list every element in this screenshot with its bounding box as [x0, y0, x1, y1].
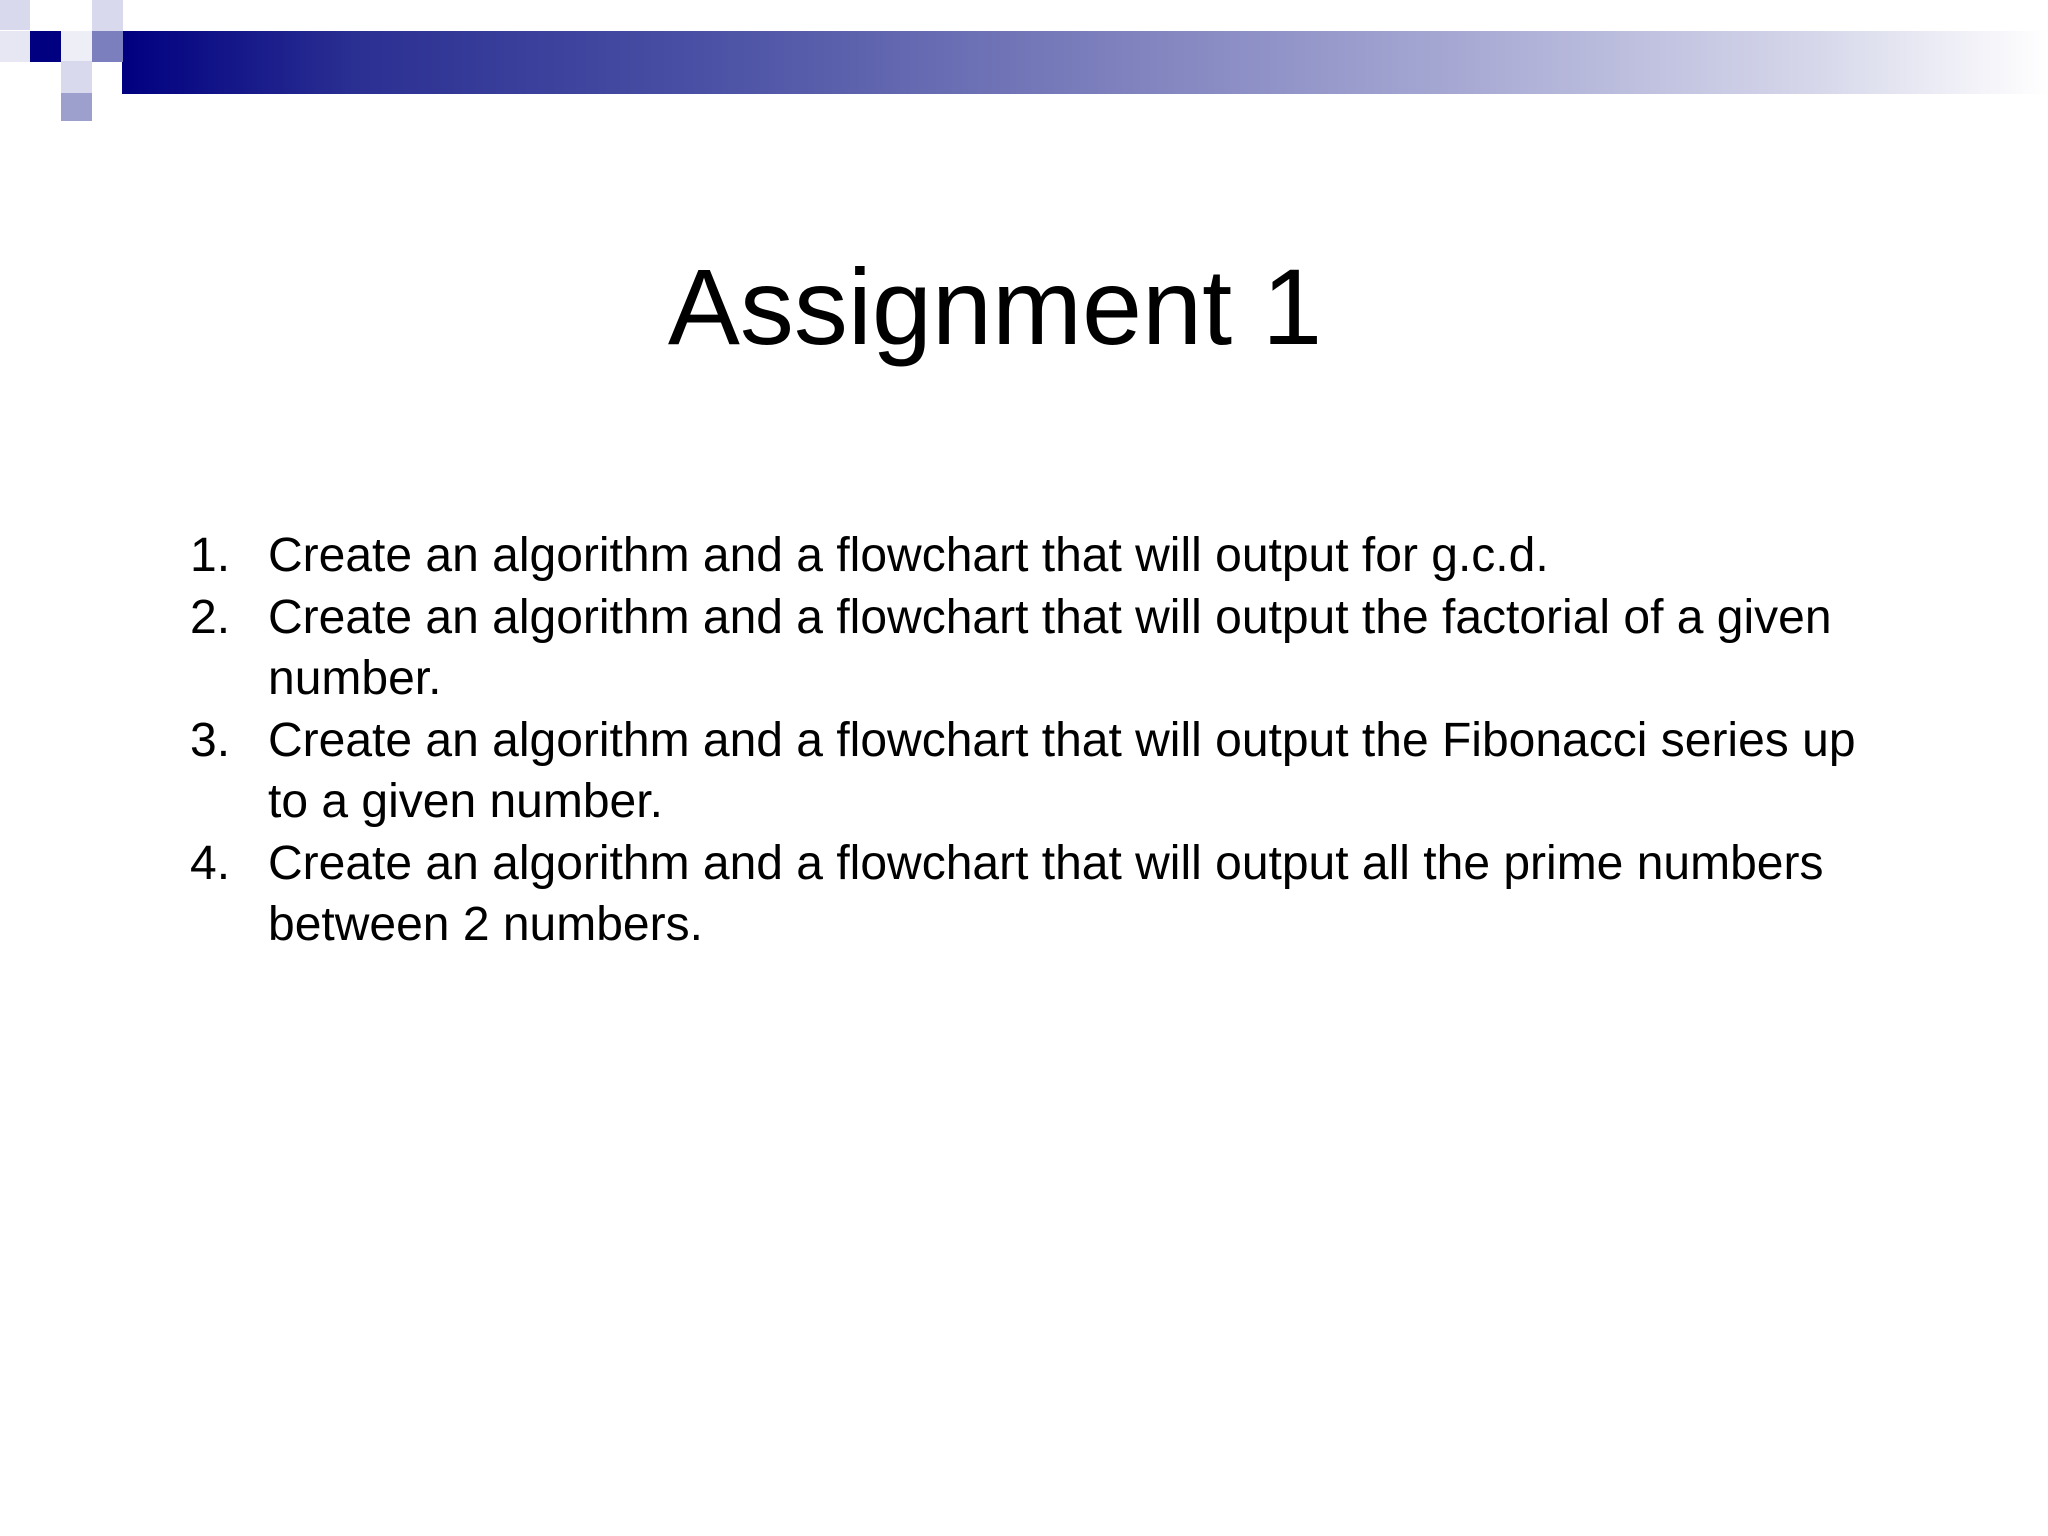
- list-item-text: Create an algorithm and a flowchart that will output the factorial of a given number.: [268, 590, 1832, 705]
- decor-square: [92, 31, 123, 62]
- decor-square: [0, 31, 30, 62]
- list-item-number: 1.: [190, 529, 231, 582]
- list-item-number: 4.: [190, 836, 231, 890]
- decor-square: [92, 0, 123, 31]
- slide-title: Assignment 1: [667, 246, 1323, 367]
- list-item-number: 2.: [190, 590, 231, 644]
- list-item: [190, 710, 1870, 833]
- assignment-list: [190, 525, 1870, 956]
- list-item-number: 3.: [190, 713, 231, 767]
- list-item: [190, 525, 1870, 587]
- list-item-text: Create an algorithm and a flowchart that will output the Fibonacci series up to a given number.: [268, 713, 1856, 828]
- list-item: [190, 833, 1870, 956]
- decor-square: [61, 31, 92, 61]
- decor-square: [0, 0, 30, 30]
- header-gradient-band: [122, 31, 2048, 94]
- list-item-text: Create an algorithm and a flowchart that will output all the prime numbers between 2 numbers.: [268, 836, 1824, 951]
- list-item-text: Create an algorithm and a flowchart that will output for g.c.d.: [268, 529, 1549, 582]
- list-item: [190, 587, 1870, 710]
- decor-square: [61, 61, 92, 93]
- decor-square: [61, 93, 92, 121]
- decor-square: [30, 31, 61, 62]
